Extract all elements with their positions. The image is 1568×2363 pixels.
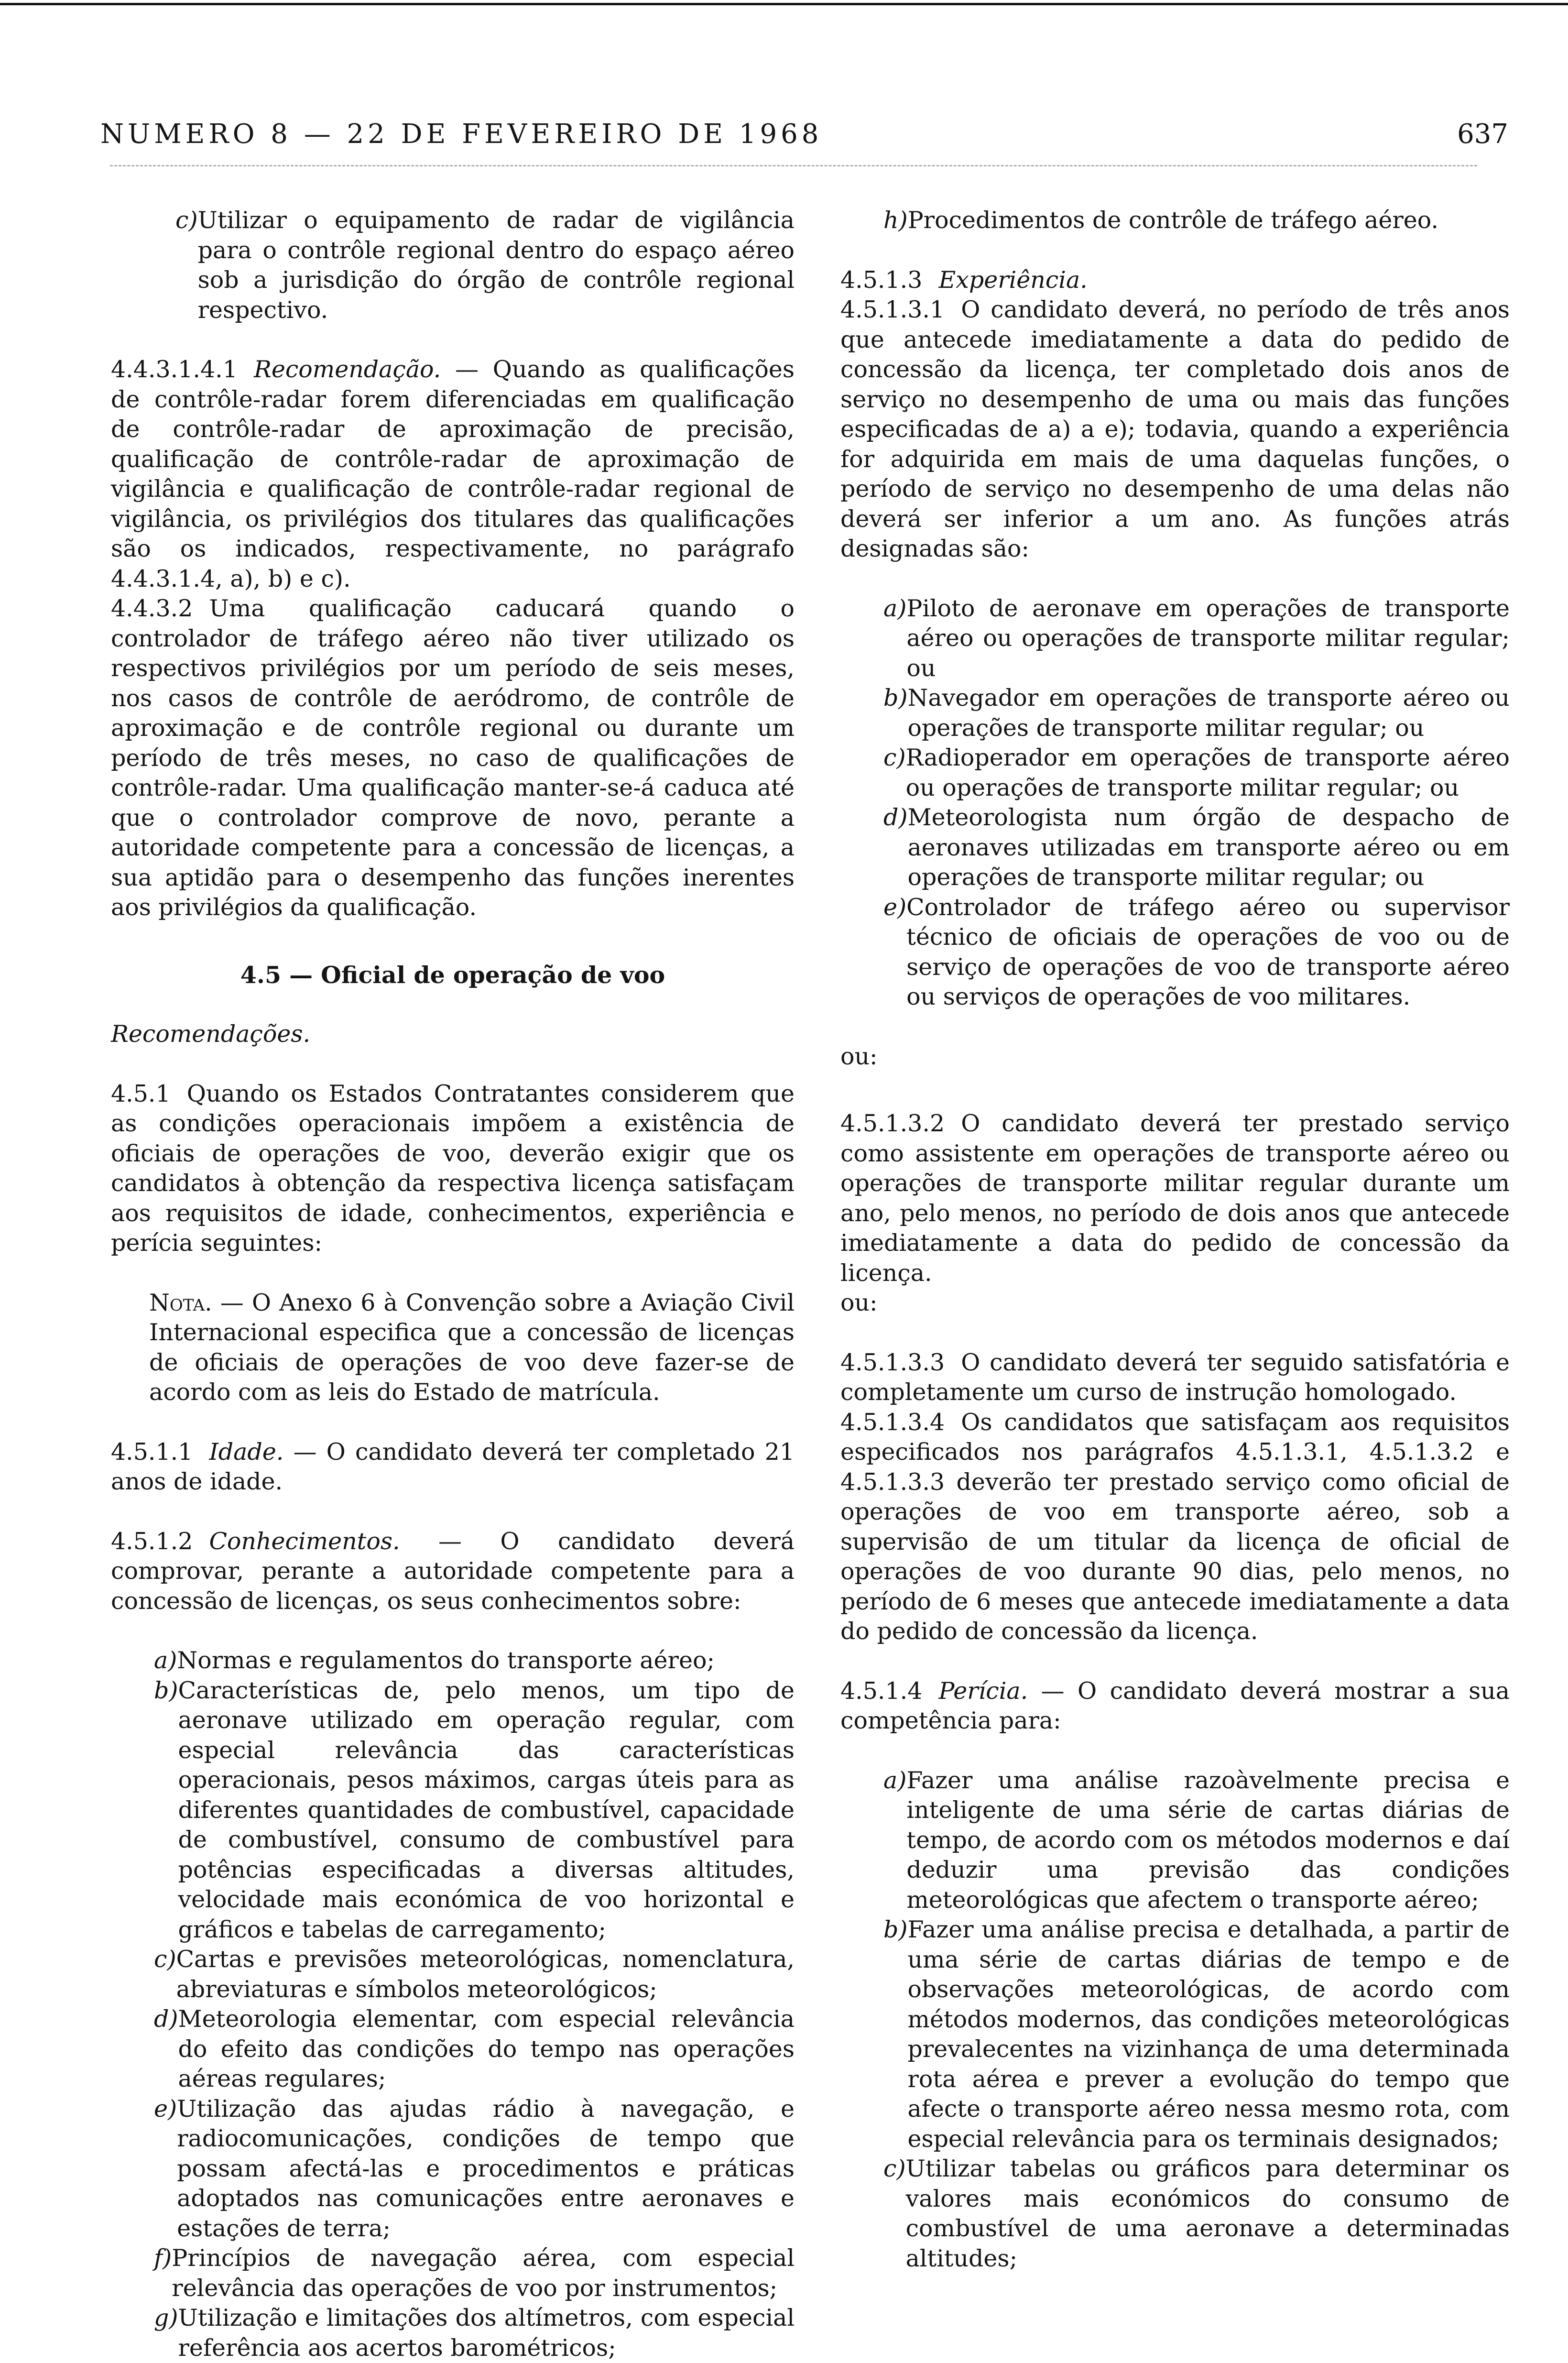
spacer (111, 1050, 795, 1079)
paragraph-lead: Experiência. (938, 266, 1088, 294)
paragraph-number: 4.5.1 (111, 1080, 171, 1107)
note (111, 1288, 795, 1408)
paragraph-text: — Quando as qualificações de contrôle-radar forem diferenciadas em qualificação de contrôle-radar de aproximação de precisão, qualificação de contrôle-radar de aproximação de vigilância e qualificação de contrôle-radar regional de vigilância, os privilégios dos titulares das qualificações são os indicados, respectivamente, no parágrafo 4.4.3.1.4, a), b) e c). (111, 356, 795, 592)
paragraph-number: 4.5.1.3.4 (840, 1408, 945, 1436)
paragraph-text: — O candidato deverá comprovar, perante a autoridade competente para a concessão de licenças, os seus conhecimentos sobre: (111, 1527, 795, 1615)
list-item: b) Características de, pelo menos, um tipo de aeronave utilizado em operação regular, com especial relevância das características operacionais, pesos máximos, cargas úteis para as diferentes quantidades de combustível, capacidade de combustível, consumo de combustível para potências especificadas a diversas altitudes, velocidade mais económica de voo horizontal e gráficos e tabelas de carregamento; (154, 1676, 795, 1943)
note-label: Nota. (149, 1289, 212, 1316)
list-item: e) Utilização das ajudas rádio à navegação, e radiocomunicações, condições de tempo que possam afectá-las e procedimentos e práticas adoptados nas comunicações entre aeronaves e estações de terra; (154, 2095, 795, 2242)
paragraph-number: 4.5.1.3.2 (840, 1110, 945, 1137)
knowledge-list (111, 1646, 795, 2363)
paragraph-lead: Perícia. (938, 1677, 1028, 1705)
paragraph-text: — O candidato deverá mostrar a sua competência para: (840, 1677, 1510, 1734)
spacer (840, 236, 1510, 265)
page-number: 637 (1457, 119, 1508, 150)
paragraph-4-5-1-1 (111, 1437, 795, 1497)
list-item: f) Princípios de navegação aérea, com especial relevância das operações de voo por instrumentos; (154, 2244, 795, 2302)
paragraph-number: 4.4.3.2 (111, 595, 193, 622)
skills-list (840, 1766, 1510, 2274)
list-item: d) Meteorologia elementar, com especial relevância do efeito das condições do tempo nas operações aéreas regulares; (154, 2005, 795, 2092)
list-item: a) Normas e regulamentos do transporte aéreo; (154, 1647, 715, 1674)
spacer (840, 1072, 1510, 1109)
spacer (111, 923, 795, 960)
spacer (840, 1318, 1510, 1348)
list-item: e) Controlador de tráfego aéreo ou supervisor técnico de oficiais de operações de voo ou de serviço de operações de voo de transporte aéreo ou serviços de operações de voo militares. (883, 893, 1510, 1010)
item-text: Utilizar o equipamento de radar de vigilância para o contrôle regional dentro do espaço aéreo sob a jurisdição do órgão de contrôle regional respectivo. (197, 207, 795, 324)
ou-label: ou: (840, 1289, 878, 1316)
section-heading: 4.5 — Oficial de operação de voo (240, 961, 665, 989)
paragraph-lead: Conhecimentos. (209, 1527, 400, 1555)
paragraph-text: O candidato deverá ter seguido satisfatória e completamente um curso de instrução homologado. (840, 1348, 1510, 1406)
note-text: — O Anexo 6 à Convenção sobre a Aviação Civil Internacional especifica que a concessão de licenças de oficiais de operações de voo deve fazer-se de acordo com as leis do Estado de matrícula. (149, 1289, 795, 1406)
paragraph-number: 4.5.1.3.1 (840, 296, 945, 323)
list-item: b) Fazer uma análise precisa e detalhada, a partir de uma série de cartas diárias de tempo e de observações meteorológicas, de acordo com métodos modernos, das condições meteorológicas prevalecentes na vizinhança de uma determinada rota aérea e prever a evolução do tempo que afecte o transporte aéreo nessa mesmo rota, com especial relevância para os terminais designados; (883, 1916, 1510, 2153)
paragraph-4-5-1 (111, 1079, 795, 1258)
functions-list (840, 594, 1510, 1012)
paragraph-4-5-1-3-2 (840, 1109, 1510, 1288)
list-item: b) Navegador em operações de transporte aéreo ou operações de transporte militar regular; ou (883, 684, 1510, 742)
paragraph-number: 4.4.3.1.4.1 (111, 356, 238, 383)
list-item (840, 206, 1510, 236)
spacer (111, 1616, 795, 1646)
paragraph-text: Quando os Estados Contratantes considerem que as condições operacionais impõem a existência de oficiais de operações de voo, deverão exigir que os candidatos à obtenção da respectiva licença satisfaçam aos requisitos de idade, conhecimentos, experiência e perícia seguintes: (111, 1080, 795, 1257)
paragraph-4-4-3-1-4-1 (111, 355, 795, 594)
spacer (111, 1258, 795, 1288)
paragraph-4-5-1-3-3 (840, 1348, 1510, 1408)
top-rule (0, 3, 1568, 5)
list-item: g) Utilização e limitações dos altímetros, com especial referência aos acertos barométricos; (154, 2304, 795, 2362)
paragraph-text: — O candidato deverá ter completado 21 anos de idade. (111, 1438, 795, 1495)
paragraph-4-5-1-3-1 (840, 295, 1510, 564)
paragraph-lead: Recomendação. (253, 356, 441, 383)
spacer (840, 1647, 1510, 1676)
list-item: c) Radioperador em operações de transporte aéreo ou operações de transporte militar regular; ou (883, 744, 1510, 801)
paragraph-4-4-3-2 (111, 594, 795, 923)
paragraph-4-5-1-2 (111, 1527, 795, 1617)
spacer (111, 325, 795, 355)
spacer (840, 564, 1510, 594)
list-item: a) Piloto de aeronave em operações de transporte aéreo ou operações de transporte militar regular; ou (883, 594, 1510, 682)
paragraph-number: 4.5.1.3 (840, 266, 923, 294)
item-label: c) (175, 207, 198, 234)
paragraph-4-5-1-3-4 (840, 1408, 1510, 1647)
recommendations-label: Recomendações. (111, 1020, 311, 1048)
header-rule (110, 165, 1477, 166)
spacer (111, 990, 795, 1019)
spacer (840, 1012, 1510, 1042)
paragraph-text: Uma qualificação caducará quando o controlador de tráfego aéreo não tiver utilizado os respectivos privilégios por um período de seis meses, nos casos de contrôle de aeródromo, de contrôle de aproximação e de contrôle regional ou durante um período de três meses, no caso de qualificações de contrôle-radar. Uma qualificação manter-se-á caduca até que o controlador comprove de novo, perante a autoridade competente para a concessão de licenças, a sua aptidão para o desempenho das funções inerentes aos privilégios da qualificação. (111, 595, 795, 921)
right-column (840, 206, 1510, 2274)
paragraph-4-5-1-4 (840, 1676, 1510, 1736)
item-label: h) (883, 207, 908, 234)
paragraph-text: Os candidatos que satisfaçam aos requisitos especificados nos parágrafos 4.5.1.3.1, 4.5.1.3.2 e 4.5.1.3.3 deverão ter prestado serviço como oficial de operações de voo em transporte aéreo, sob a supervisão de um titular da licença de oficial de operações de voo durante 90 dias, pelo menos, no período de 6 meses que antecede imediatamente a data do pedido de concessão da licença. (840, 1408, 1510, 1645)
list-item: d) Meteorologista num órgão de despacho de aeronaves utilizadas em transporte aéreo ou em operações de transporte militar regular; ou (883, 804, 1510, 891)
left-column (111, 206, 795, 2363)
item-text: Procedimentos de contrôle de tráfego aéreo. (907, 207, 1438, 234)
list-item: a) Fazer uma análise razoàvelmente precisa e inteligente de uma série de cartas diárias de tempo, de acordo com os métodos modernos e daí deduzir uma previsão das condições meteorológicas que afectem o transporte aéreo; (883, 1766, 1510, 1914)
paragraph-number: 4.5.1.4 (840, 1677, 923, 1705)
list-item: c) Cartas e previsões meteorológicas, nomenclatura, abreviaturas e símbolos meteorológicos; (154, 1946, 795, 2003)
paragraph-number: 4.5.1.2 (111, 1527, 193, 1555)
paragraph-number: 4.5.1.3.3 (840, 1348, 945, 1376)
paragraph-text: O candidato deverá, no período de três anos que antecede imediatamente a data do pedido de concessão da licença, ter completado dois anos de serviço no desempenho de uma ou mais das funções especificadas de a) a e); todavia, quando a experiência for adquirida em mais de uma daquelas funções, o período de serviço no desempenho de uma delas não deverá ser inferior a um ano. As funções atrás designadas são: (840, 296, 1510, 562)
issue-header: NUMERO 8 — 22 DE FEVEREIRO DE 1968 (100, 119, 823, 150)
ou-label: ou: (840, 1042, 878, 1070)
paragraph-lead: Idade. (209, 1438, 284, 1466)
spacer (840, 1736, 1510, 1766)
list-item (111, 206, 795, 325)
spacer (111, 1497, 795, 1527)
paragraph-number: 4.5.1.1 (111, 1438, 193, 1466)
paragraph-4-5-1-3 (840, 265, 1510, 295)
spacer (111, 1408, 795, 1437)
list-item: c) Utilizar tabelas ou gráficos para determinar os valores mais económicos do consumo de combustível de uma aeronave a determinadas altitudes; (883, 2155, 1510, 2272)
paragraph-text: O candidato deverá ter prestado serviço como assistente em operações de transporte aéreo ou operações de transporte militar regular durante um ano, pelo menos, no período de dois anos que antecede imediatamente a data do pedido de concessão da licença. (840, 1110, 1510, 1287)
